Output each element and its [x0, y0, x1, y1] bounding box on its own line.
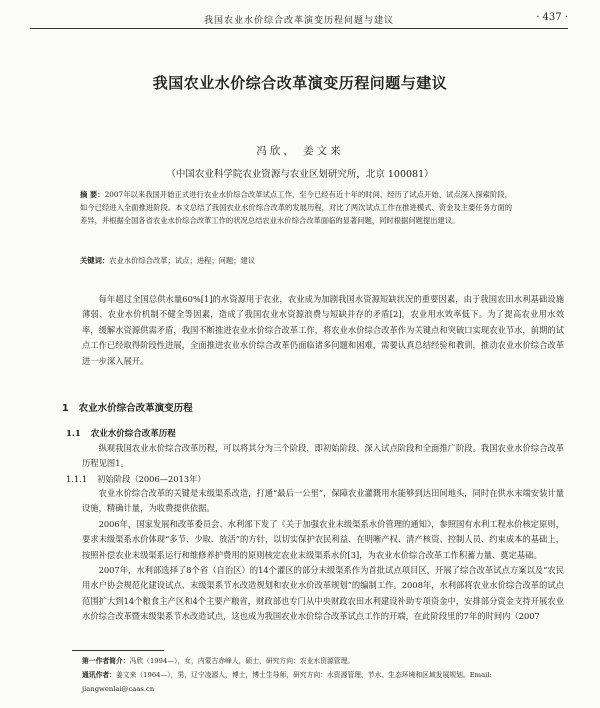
subsubsection-number: 1.1.1 — [66, 474, 88, 484]
keywords-label: 关键词： — [80, 256, 110, 265]
article-authors: 冯欣， 姜文来 — [256, 145, 344, 157]
abstract-text: 2007年以来我国开始正式进行农业水价综合改革试点工作，至今已经有近十年的时间，经历了试点开始、试点深入探索阶段，如今已经进入全面推进阶段。本文总结了我国农业水价综合改革的发展历程，对比了两次试点工作在推进模式、资金及主要任务方面的差异，并根据全国各省农业水价综合改革工作的状况总结农业水价综合改革面临的显著问题，同时根据问题提出建议。 — [80, 190, 512, 226]
subsection-heading — [66, 427, 176, 439]
abstract-label: 摘 要： — [80, 190, 105, 199]
subsection-title: 农业水价综合改革历程 — [90, 429, 176, 439]
paragraph-2006: 2006年，国家发展和改革委员会、水利部下发了《关于加强农业末级渠系水价管理的通知》，参照国有水利工程水价核定原则，要求末级渠系水价体现“多节、少取、放活”的方针，以切实保护农民利益、在明晰产权、清产核资、控制人员、约束成本的基础上，按照补偿农业末级渠系运行和维修养护费用的原则核定农业末级渠系水价[3]，为农业水价综合改革工作积蓄力量、奠定基础。 — [82, 519, 564, 560]
article-title: 我国农业水价综合改革演变历程问题与建议 — [152, 74, 448, 92]
subsection-number: 1.1 — [66, 429, 81, 439]
keywords-text: 农业水价综合改革；试点；进程；问题；建议 — [109, 256, 256, 265]
subsubsection-heading — [66, 473, 206, 485]
footnote-rule — [72, 650, 164, 651]
running-title: 我国农业水价综合改革演变历程问题与建议 — [203, 16, 394, 26]
subsubsection-title: 初始阶段（2006—2013年） — [97, 474, 206, 484]
abstract — [80, 188, 512, 228]
intro-paragraph: 每年超过全国总供水量60%[1]的水资源用于农业，农业成为加剧我国水资源短缺状况的重要因素，由于我国农田水利基础设施薄弱、农业水价机制不健全等因素，造成了我国农业水资源浪费与短缺并存的矛盾[2]，农业用水效率低下。为了提高农业用水效率，缓解水资源供需矛盾，我国不断推进农业水价综合改革工作，将农业水价综合改革作为关键点和突破口实现农业节水，前期的试点工作已经取得阶段性进展，全面推进农业水价综合改革仍面临诸多问题和困难，需要认真总结经验和教训，推动农业水价综合改革进一步深入展开。 — [82, 294, 564, 366]
page-number: · 437 · — [536, 12, 568, 23]
section-title: 农业水价综合改革演变历程 — [78, 403, 193, 414]
keywords — [80, 255, 512, 267]
paragraph-stages: 纵观我国农业水价综合改革历程，可以将其分为三个阶段，即初始阶段、深入试点阶段和全面推广阶段。我国农业水价综合改革历程见图1。 — [82, 443, 564, 469]
footnote-first-author-label: 第一作者简介： — [82, 657, 130, 665]
footnote-corresponding-label: 通讯作者： — [82, 671, 116, 679]
footnote-corresponding-author: 通讯作者：姜文来（1964—），男，辽宁凌源人，博士，博士生导师，研究方向：水资源管理、节水、生态环境和区域发展规划。Email: jiangwenlai@caas.cn — [82, 671, 492, 693]
paragraph-2007: 2007年，水利部选择了8个省（自治区）的14个灌区的部分末级渠系作为首批试点项目区，开展了综合改革试点方案以及“农民用水户协会规范化建设试点、末级渠系节水改造规划和农业水价改革规划”的编制工作。2008年，水利部将农业水价综合改革的试点范围扩大到14个粮食主产区和4个主要产粮省，财政部也专门从中央财政农田水利建设补助专项资金中，安排部分资金支持开展农业水价综合改革暨末级渠系节水改造试点，这也成为我国农业水价综合改革试点工作的开端，在此阶段里的7年的时间内（2007 — [82, 565, 564, 622]
footnotes — [82, 654, 564, 696]
footnote-first-author: 第一作者简介：冯欣（1994—），女，内蒙古赤峰人，硕士，研究方向：农业水资源管理。 — [82, 657, 355, 665]
section-number: 1 — [62, 403, 69, 414]
paragraph-initial-stage: 农业水价综合改革的关键是末级渠系改造，打通“最后一公里”，保障农业灌溉用水能够到达田间地头，同时在供水末端安装计量设施，精确计量，为收费提供依据。 — [82, 488, 564, 514]
author-affiliation: （中国农业科学院农业资源与农业区划研究所，北京 100081） — [166, 169, 434, 180]
section-heading — [62, 400, 193, 414]
running-header — [30, 8, 568, 29]
